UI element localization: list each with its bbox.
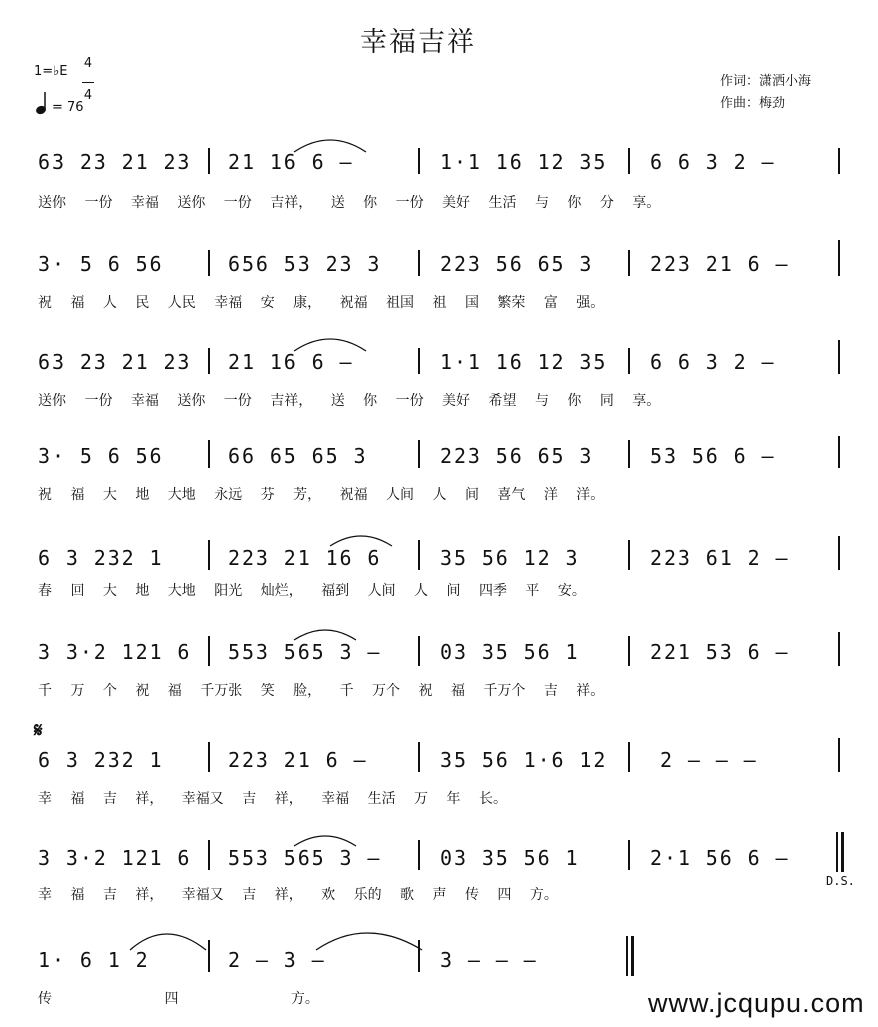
staff-7-lyrics: 幸 福 吉 祥， 幸福又 吉 祥， 幸福 生活 万 年 长。 xyxy=(38,791,507,807)
staff-6-bar-2: 553 565 3 – xyxy=(228,640,382,664)
staff-7-bar-1: 6 3 232 1 xyxy=(38,748,164,772)
staff-8-bar-1: 3 3·2 121 6 xyxy=(38,846,192,870)
barline xyxy=(836,832,838,872)
staff-2-bar-4: 223 21 6 – xyxy=(650,252,790,276)
barline xyxy=(208,148,210,174)
staff-7-bar-2: 223 21 6 – xyxy=(228,748,368,772)
staff-8-lyrics: 幸 福 吉 祥， 幸福又 吉 祥， 欢 乐的 歌 声 传 四 方。 xyxy=(38,887,558,903)
staff-9-lyrics: 传 四 方。 xyxy=(38,991,319,1007)
barline xyxy=(418,348,420,374)
barline xyxy=(418,250,420,276)
barline xyxy=(628,148,630,174)
staff-4-bar-4: 53 56 6 – xyxy=(650,444,776,468)
staff-3-lyrics: 送你 一份 幸福 送你 一份 吉祥， 送 你 一份 美好 希望 与 你 同 享。 xyxy=(38,393,661,409)
barline xyxy=(628,440,630,468)
barline xyxy=(208,742,210,772)
barline xyxy=(208,636,210,666)
barline xyxy=(838,536,840,570)
barline xyxy=(628,348,630,374)
staff-6-bar-4: 221 53 6 – xyxy=(650,640,790,664)
barline xyxy=(418,540,420,570)
barline xyxy=(418,148,420,174)
lyricist-credit: 作词：潇洒小海 xyxy=(720,74,812,89)
barline xyxy=(838,340,840,374)
barline xyxy=(418,742,420,772)
barline xyxy=(208,348,210,374)
staff-5-bar-2: 223 21 16 6 xyxy=(228,546,382,570)
staff-3-bar-3: 1·1 16 12 35 xyxy=(440,350,608,374)
staff-4-bar-2: 66 65 65 3 xyxy=(228,444,368,468)
barline xyxy=(838,632,840,666)
time-signature xyxy=(82,56,94,104)
staff-5-bar-3: 35 56 12 3 xyxy=(440,546,580,570)
barline xyxy=(838,148,840,174)
staff-1-bar-3: 1·1 16 12 35 xyxy=(440,150,608,174)
staff-1-bar-1: 63 23 21 23 xyxy=(38,150,192,174)
staff-4-lyrics: 祝 福 大 地 大地 永远 芬 芳， 祝福 人间 人 间 喜气 洋 洋。 xyxy=(38,487,605,503)
staff-8-bar-2: 553 565 3 – xyxy=(228,846,382,870)
staff-7-bar-3: 35 56 1·6 12 xyxy=(440,748,608,772)
staff-1-bar-4: 6 6 3 2 – xyxy=(650,150,776,174)
slur xyxy=(126,922,426,952)
barline xyxy=(626,936,628,976)
staff-9-bar-2: 2 – 3 – xyxy=(228,948,326,972)
barline xyxy=(628,742,630,772)
barline xyxy=(628,540,630,570)
slur xyxy=(290,134,370,154)
key-signature: 1=♭E xyxy=(34,64,68,79)
barline xyxy=(628,840,630,870)
staff-6-lyrics: 千 万 个 祝 福 千万张 笑 脸， 千 万个 祝 福 千万个 吉 祥。 xyxy=(38,683,605,699)
barline xyxy=(208,840,210,870)
composer-credit: 作曲：梅劲 xyxy=(720,96,786,111)
slur xyxy=(290,624,360,642)
staff-6-bar-1: 3 3·2 121 6 xyxy=(38,640,192,664)
barline xyxy=(838,240,840,276)
staff-6-bar-3: 03 35 56 1 xyxy=(440,640,580,664)
ds-marking: D.S. xyxy=(826,874,855,888)
barline xyxy=(418,636,420,666)
watermark: www.jcqupu.com xyxy=(648,988,865,1018)
staff-9-bar-3: 3 – – – xyxy=(440,948,538,972)
tempo-value: = 76 xyxy=(52,100,84,115)
time-signature-bottom: 4 xyxy=(83,88,93,103)
barline xyxy=(418,840,420,870)
staff-2-bar-3: 223 56 65 3 xyxy=(440,252,594,276)
staff-9-bar-1: 1· 6 1 2 xyxy=(38,948,150,972)
staff-3-bar-1: 63 23 21 23 xyxy=(38,350,192,374)
staff-2-bar-1: 3· 5 6 56 xyxy=(38,252,164,276)
staff-1-bar-2: 21 16 6 – xyxy=(228,150,354,174)
barline xyxy=(208,250,210,276)
song-title: 幸福吉祥 xyxy=(360,27,476,58)
staff-3-bar-4: 6 6 3 2 – xyxy=(650,350,776,374)
staff-2-lyrics: 祝 福 人 民 人民 幸福 安 康， 祝福 祖国 祖 国 繁荣 富 强。 xyxy=(38,295,605,311)
staff-5-bar-1: 6 3 232 1 xyxy=(38,546,164,570)
staff-2-bar-2: 656 53 23 3 xyxy=(228,252,382,276)
barline xyxy=(838,738,840,772)
quarter-note-icon xyxy=(34,90,50,116)
staff-7-bar-4: 2 – – – xyxy=(660,748,758,772)
staff-3-bar-2: 21 16 6 – xyxy=(228,350,354,374)
final-bar xyxy=(631,936,634,976)
staff-4-bar-1: 3· 5 6 56 xyxy=(38,444,164,468)
staff-5-bar-4: 223 61 2 – xyxy=(650,546,790,570)
slur xyxy=(290,830,360,848)
slur xyxy=(326,530,396,548)
staff-1-lyrics: 送你 一份 幸福 送你 一份 吉祥， 送 你 一份 美好 生活 与 你 分 享。 xyxy=(38,195,661,211)
segno-sign: 𝄋 xyxy=(34,718,43,742)
barline xyxy=(208,440,210,468)
barline xyxy=(838,436,840,468)
staff-4-bar-3: 223 56 65 3 xyxy=(440,444,594,468)
final-repeat-bar xyxy=(841,832,844,872)
barline xyxy=(628,636,630,666)
staff-8-bar-4: 2·1 56 6 – xyxy=(650,846,790,870)
barline xyxy=(628,250,630,276)
time-signature-top: 4 xyxy=(83,56,93,71)
barline xyxy=(208,540,210,570)
barline xyxy=(418,440,420,468)
slur xyxy=(290,333,370,353)
staff-5-lyrics: 春 回 大 地 大地 阳光 灿烂， 福到 人间 人 间 四季 平 安。 xyxy=(38,583,586,599)
staff-8-bar-3: 03 35 56 1 xyxy=(440,846,580,870)
